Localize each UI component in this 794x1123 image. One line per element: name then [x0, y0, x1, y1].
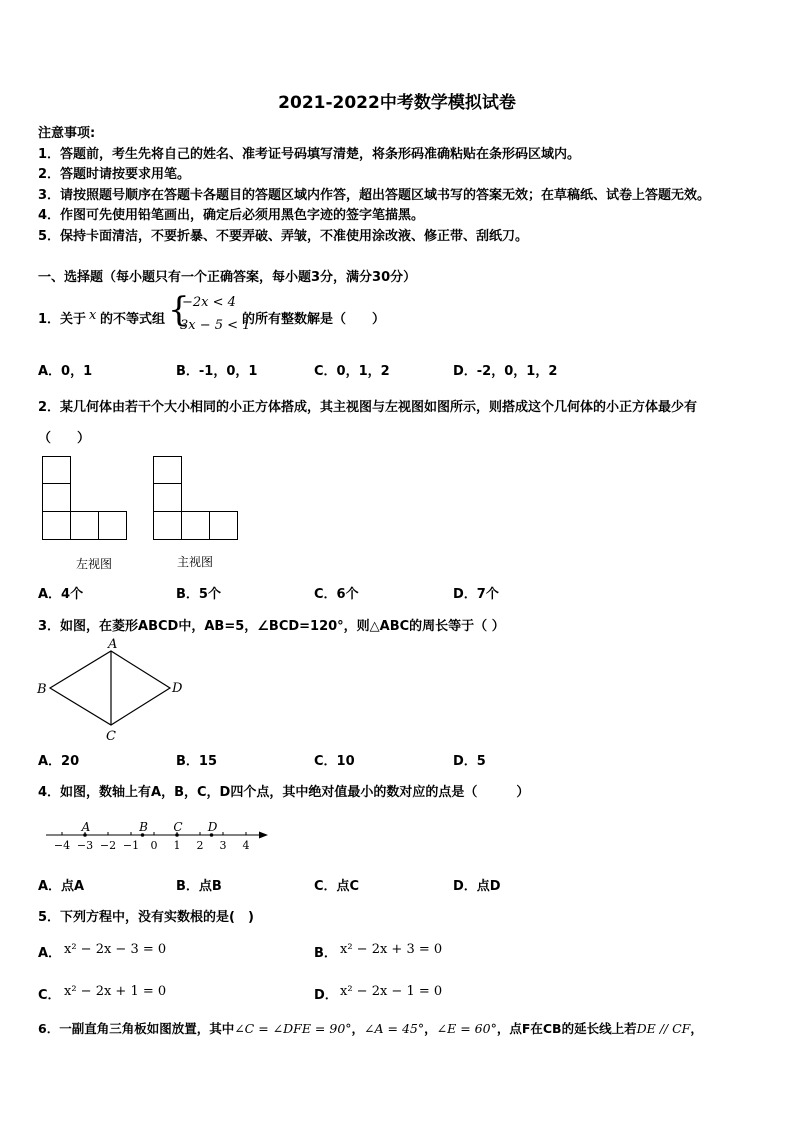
tick-label: −4	[53, 839, 71, 852]
tick-label: 2	[196, 839, 204, 852]
q5-option-a-letter: A．	[38, 946, 62, 961]
q6-part: ，	[351, 1021, 365, 1036]
q1-inequality-2: 3x − 5 < 1	[180, 318, 251, 333]
q1-option-d: D．-2，0，1，2	[453, 364, 558, 379]
notice-heading: 注意事项:	[38, 126, 96, 141]
q6-math: ∠C = ∠DFE = 90°	[234, 1021, 352, 1036]
point-label-d: D	[207, 820, 218, 834]
q3-option-a: A．20	[38, 754, 80, 769]
q1-option-c: C．0，1，2	[314, 364, 390, 379]
q6-part: ，点F在CB的延长线上若	[496, 1021, 637, 1036]
tick-label: −1	[122, 839, 140, 852]
section-heading: 一、选择题（每小题只有一个正确答案，每小题3分，满分30分）	[38, 270, 417, 285]
q6-part: ，	[690, 1021, 703, 1036]
q5-option-a-equation: x² − 2x − 3 = 0	[64, 942, 167, 957]
notice-item: 3．请按照题号顺序在答题卡各题目的答题区域内作答，超出答题区域书写的答案无效；在草稿纸、试卷上答题无效。	[38, 188, 711, 203]
q2-option-a: A．4个	[38, 587, 84, 602]
q5-option-b-equation: x² − 2x + 3 = 0	[340, 942, 443, 957]
point-label-a: A	[81, 820, 91, 834]
tick-label: 1	[173, 839, 181, 852]
q6-math: ∠A = 45°	[364, 1021, 425, 1036]
q5-stem: 5．下列方程中，没有实数根的是( )	[38, 910, 254, 925]
q1-var: x	[89, 308, 97, 323]
rhombus-shape	[50, 651, 170, 725]
left-view-caption: 左视图	[76, 557, 113, 571]
q5-option-c-equation: x² − 2x + 1 = 0	[64, 984, 167, 999]
q2-blank: （ ）	[38, 431, 91, 446]
q3-option-d: D．5	[453, 754, 486, 769]
point-label-c: C	[173, 820, 183, 834]
q4-stem: 4．如图，数轴上有A，B，C，D四个点，其中绝对值最小的数对应的点是（ ）	[38, 785, 530, 800]
q2-option-d: D．7个	[453, 587, 499, 602]
q6-math: DE // CF	[636, 1021, 691, 1036]
tick-label: 0	[150, 839, 158, 852]
q4-option-b: B．点B	[176, 879, 222, 894]
q2-stem: 2．某几何体由若干个大小相同的小正方体搭成，其主视图与左视图如图所示，则搭成这个几何体的小正方体最少有	[38, 400, 698, 415]
q5-option-b-letter: B．	[314, 946, 337, 961]
q1-inequality-1: −2x < 4	[182, 295, 236, 310]
tick-label: −2	[99, 839, 117, 852]
rhombus-figure	[30, 632, 200, 744]
q5-option-d-equation: x² − 2x − 1 = 0	[340, 984, 443, 999]
q1-option-a: A．0，1	[38, 364, 93, 379]
notice-item: 1．答题前，考生先将自己的姓名、准考证号码填写清楚，将条形码准确粘贴在条形码区域内。	[38, 147, 581, 162]
q1-suffix: 的所有整数解是（ ）	[242, 312, 386, 327]
q6-part: ，	[424, 1021, 437, 1036]
point-label-b: B	[139, 820, 148, 834]
page-title: 2021-2022中考数学模拟试卷	[278, 93, 516, 113]
q5-option-c-letter: C．	[38, 988, 61, 1003]
q4-option-a: A．点A	[38, 879, 85, 894]
q6-text	[38, 1019, 703, 1037]
label-b: B	[37, 682, 47, 697]
tick-label: 3	[219, 839, 227, 852]
axis-arrow	[259, 832, 268, 839]
q1-prefix: 1．关于	[38, 312, 87, 327]
q1-mid: 的不等式组	[100, 312, 166, 327]
q2-option-b: B．5个	[176, 587, 221, 602]
q3-option-c: C．10	[314, 754, 355, 769]
notice-item: 4．作图可先使用铅笔画出，确定后必须用黑色字迹的签字笔描黑。	[38, 208, 425, 223]
brace-symbol: {	[168, 290, 190, 330]
notice-item: 2．答题时请按要求用笔。	[38, 167, 191, 182]
q4-option-c: C．点C	[314, 879, 360, 894]
label-a: A	[108, 637, 118, 652]
tick-label: −3	[76, 839, 94, 852]
q1-option-b: B．-1，0，1	[176, 364, 258, 379]
q5-option-d-letter: D．	[314, 988, 338, 1003]
q4-option-d: D．点D	[453, 879, 501, 894]
tick-label: 4	[242, 839, 250, 852]
label-c: C	[106, 729, 116, 744]
q2-option-c: C．6个	[314, 587, 359, 602]
q6-math: ∠E = 60°	[436, 1021, 497, 1036]
q3-option-b: B．15	[176, 754, 217, 769]
q6-part: 6．一副直角三角板如图放置，其中	[38, 1021, 235, 1036]
label-d: D	[172, 681, 183, 696]
notice-item: 5．保持卡面清洁，不要折暴、不要弄破、弄皱，不准使用涂改液、修正带、刮纸刀。	[38, 229, 529, 244]
q3-stem: 3．如图，在菱形ABCD中，AB=5，∠BCD=120°，则△ABC的周长等于（ ）	[38, 619, 505, 634]
number-line-figure	[40, 815, 280, 855]
main-view-caption: 主视图	[177, 555, 214, 569]
